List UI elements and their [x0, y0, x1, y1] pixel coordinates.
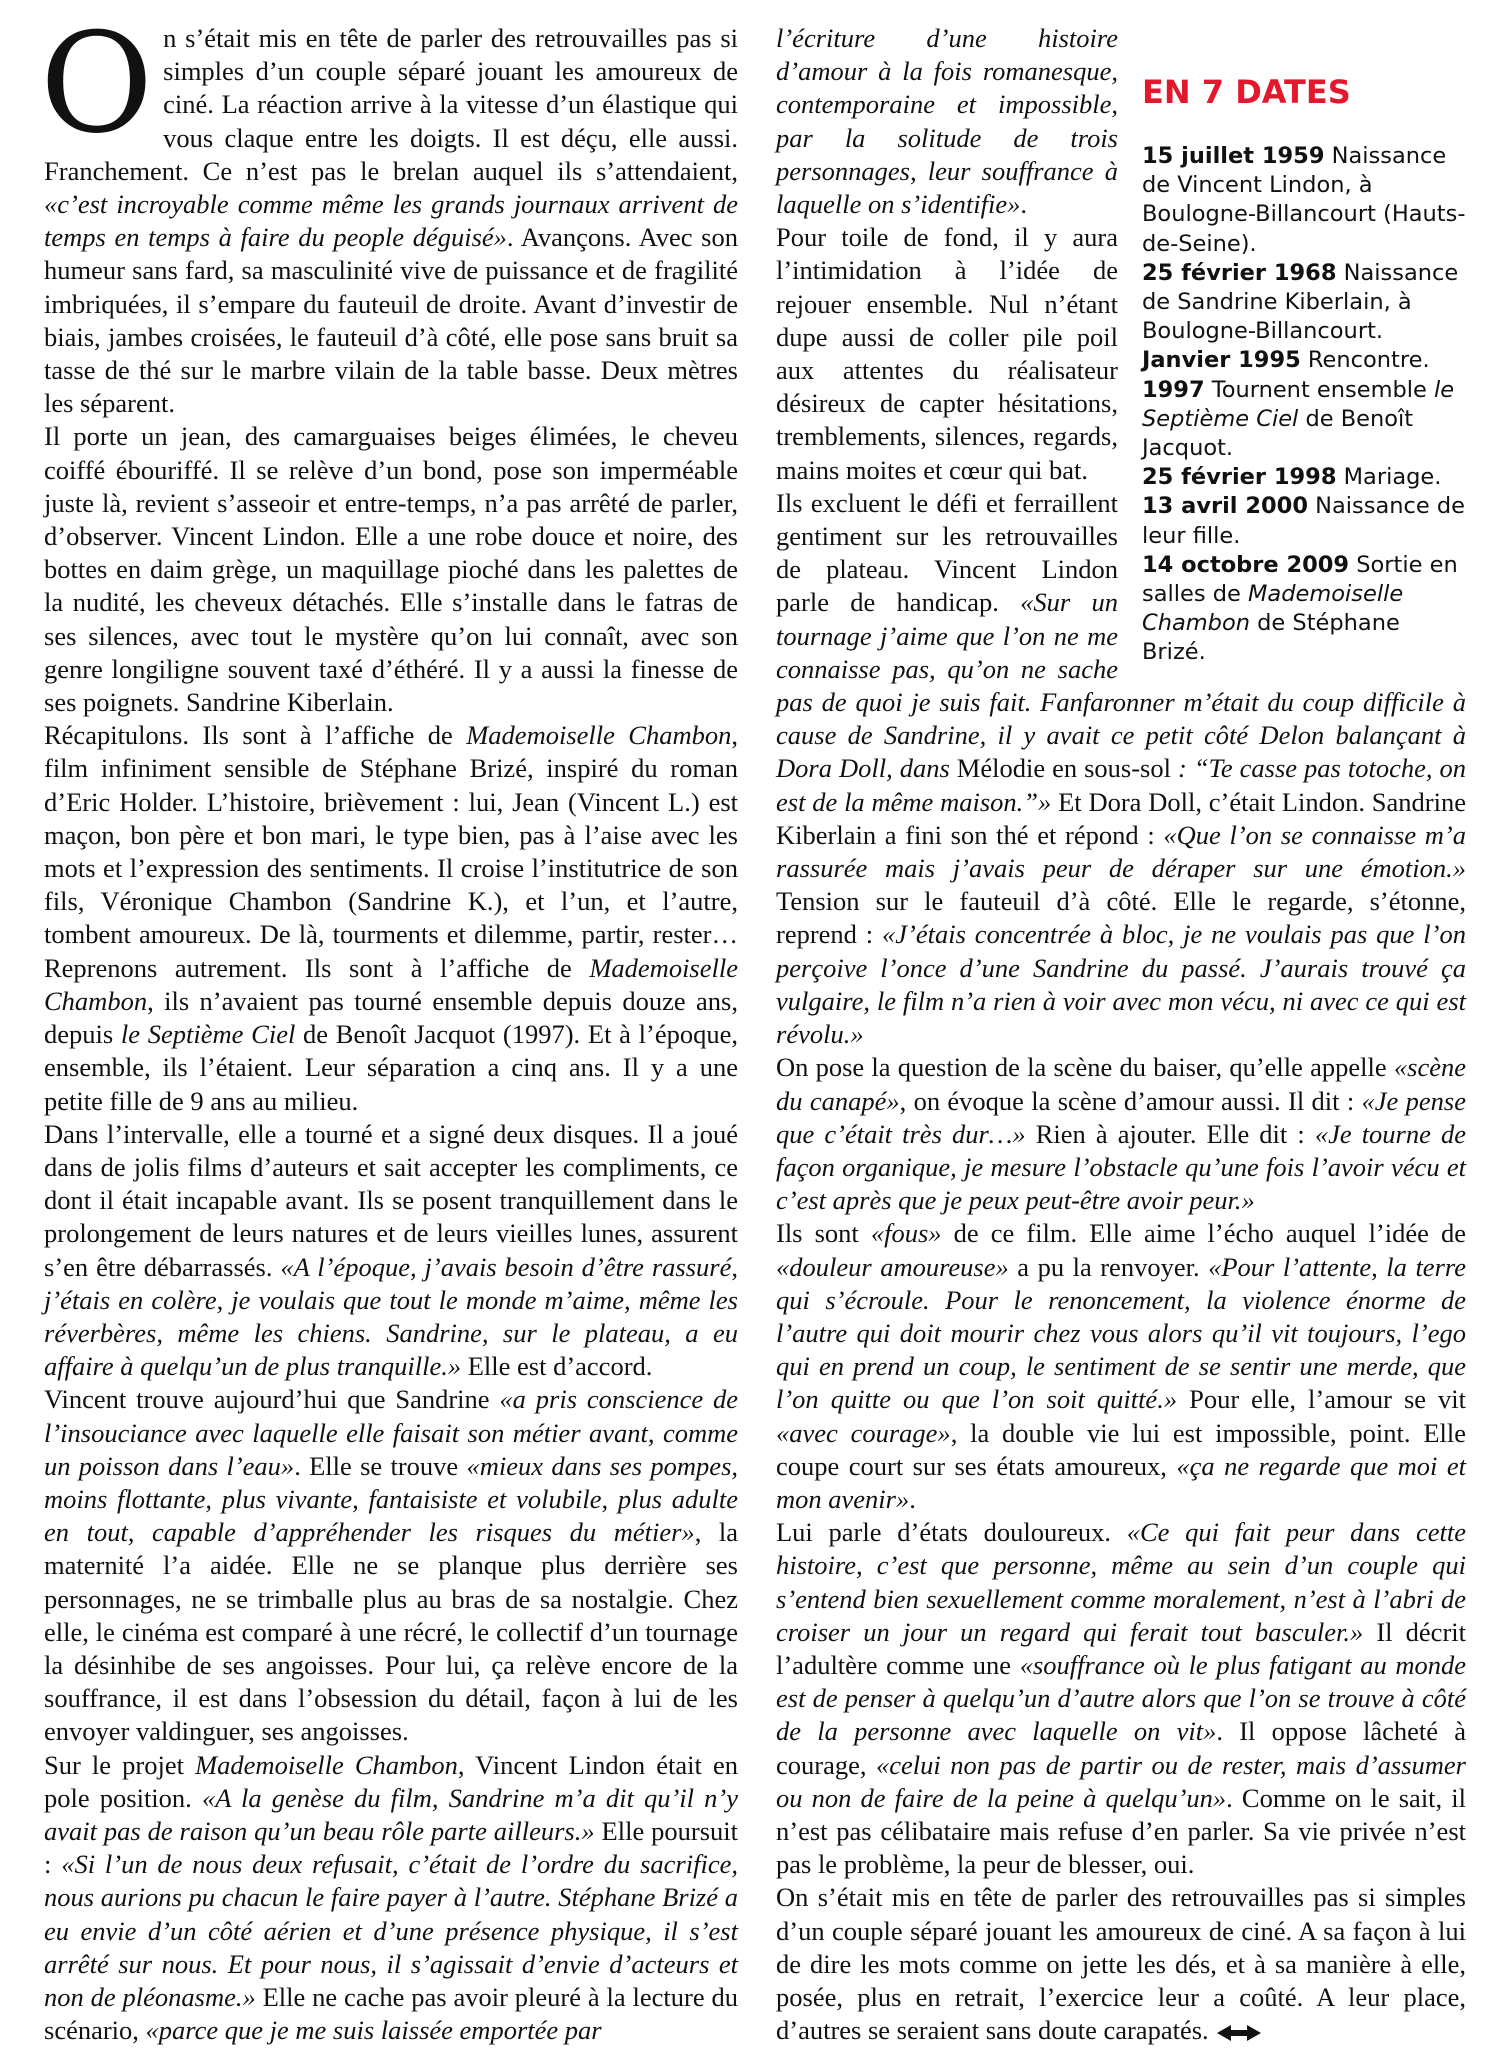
- timeline-entry: [1142, 551, 1466, 668]
- text-run: On s’était mis en tête de parler des retrouvailles pas si simples d’un couple séparé jouant les amoureux de ciné. A sa façon à lui de dire les mots comme on jette les dés, et à sa manière à elle, posée, plus en retrait, l’exercice leur a coûté. A leur place, d’autres se seraient sans doute carapatés.: [776, 1882, 1466, 2046]
- text-run: Ils sont: [776, 1218, 871, 1249]
- date-label: 25 février 1968: [1142, 259, 1337, 286]
- italic-run: «mieux dans ses pompes, moins flottante, plus vivante, fantaisiste et volubile, plus adulte en tout, capable d’appréhender les risques du métier»: [44, 1450, 739, 1548]
- text-run: . Il oppose lâcheté à courage,: [776, 1716, 1466, 1780]
- text-run: Dans l’intervalle, elle a tourné et a signé deux disques. Il a joué dans de jolis films d’auteurs et sait accepter les compliments, ce dont il était incapable avant. Ils se posent tranquillement dans le prolongement de leurs natures et de leurs vieilles lunes, assurent s’en être débarrassés.: [44, 1118, 738, 1282]
- italic-run: «Ce qui fait peur dans cette histoire, c’est que personne, même au sein d’un couple qui s’entend bien sexuellement comme moralement, n’est à l’abri de croiser un jour un regard qui ferait tout basculer.»: [776, 1517, 1466, 1647]
- text-run: Elle est d’accord.: [461, 1351, 653, 1382]
- paragraph: [776, 1051, 1466, 1217]
- timeline-entry: [1142, 492, 1466, 550]
- article-column-right: [776, 22, 1466, 2047]
- article-column-left: [40, 3, 739, 2047]
- text-run: de Benoît Jacquot (1997). Et à l’époque, ensemble, ils l’étaient. Leur séparation a cinq ans. Il y a une petite fille de 9 ans au milieu.: [44, 1019, 739, 1116]
- text-run: , Vincent Lindon était en pole position.: [44, 1749, 738, 1813]
- paragraph: [44, 420, 738, 719]
- text-run: Naissance de leur fille.: [1142, 493, 1465, 549]
- text-run: Naissance de Sandrine Kiberlain, à Boulogne-Billancourt.: [1142, 259, 1459, 345]
- text-run: Tension sur le fauteuil d’à côté. Elle le regarde, s’étonne, reprend :: [776, 886, 1466, 950]
- italic-run: «Si l’un de nous deux refusait, c’était de l’ordre du sacrifice, nous aurions pu chacun le faire payer à l’autre. Stéphane Brizé a eu envie d’un côté aérien et d’une présence physique, il s’est arrêté sur nous. Et pour nous, il s’agissait d’envie d’acteurs et non de pléonasme.»: [44, 1849, 738, 2012]
- italic-run: «A la genèse du film, Sandrine m’a dit qu’il n’y avait pas de raison qu’un beau rôle parte ailleurs.»: [44, 1782, 738, 1846]
- italic-run: «a pris conscience de l’insouciance avec laquelle elle faisait son métier avant, comme un poisson dans l’eau»: [44, 1384, 738, 1481]
- paragraph: [44, 719, 738, 1117]
- italic-run: «ça ne regarde que moi et mon avenir»: [776, 1450, 1466, 1514]
- paragraph: [776, 1881, 1466, 2047]
- paragraph: [776, 1516, 1466, 1881]
- text-run: . Avançons. Avec son humeur sans fard, sa masculinité vive de puissance et de fragilité imbriquées, il s’empare du fauteuil de droite. Avant d’investir de biais, jambes croisées, le fauteuil d’à côté, elle pose sans bruit sa tasse de thé sur le marbre vilain de la table basse. Deux mètres les séparent.: [44, 222, 738, 419]
- italic-run: «celui non pas de partir ou de rester, mais d’assumer ou non de faire de la peine à quelqu’un»: [776, 1749, 1466, 1813]
- paragraph: [44, 1749, 738, 2048]
- italic-run: «avec courage»: [776, 1417, 951, 1448]
- timeline-entry: [1142, 259, 1466, 347]
- text-run: , film infiniment sensible de Stéphane Brizé, inspiré du roman d’Eric Holder. L’histoire, brièvement : lui, Jean (Vincent L.) est maçon, bon père et bon mari, le type bien, pas à l’aise avec les mots et l’expression des sentiments. Il croise l’institutrice de son fils, Véronique Chambon (Sandrine K.), et l’un, et l’autre, tombent amoureux. De là, tourments et dilemme, partir, rester… Reprenons autrement. Ils sont à l’affiche de: [44, 720, 738, 983]
- text-run: , ils n’avaient pas tourné ensemble depuis douze ans, depuis: [44, 985, 738, 1050]
- text-run: Récapitulons. Ils sont à l’affiche de: [44, 720, 467, 751]
- italic-run: : “Te casse pas totoche, on est de la même maison.”»: [776, 753, 1466, 817]
- paragraph: [776, 1217, 1466, 1516]
- text-run: Ils excluent le défi et ferraillent gentiment sur les retrouvailles de plateau. Vincent Lindon parle de handicap.: [776, 487, 1118, 618]
- text-run: Il décrit l’adultère comme une: [776, 1616, 1466, 1680]
- text-run: a pu la renvoyer.: [1008, 1251, 1209, 1282]
- text-run: Vincent trouve aujourd’hui que Sandrine: [44, 1384, 500, 1415]
- italic-run: «fous»: [870, 1218, 942, 1249]
- dates-sidebar: [1142, 74, 1466, 668]
- text-run: de Benoît Jacquot.: [1142, 405, 1414, 462]
- date-label: 15 juillet 1959: [1142, 143, 1325, 169]
- timeline-entry: [1142, 142, 1466, 259]
- italic-run: «Sur un tournage j’aime que l’on ne me connaisse pas, qu’on ne sache pas de quoi je suis fait. Fanfaronner m’était du coup difficile à cause de Sandrine, il y avait ce petit côté Delon balançant à Dora Doll, dans: [776, 587, 1466, 784]
- text-run: Mélodie en sous-sol: [949, 753, 1171, 784]
- italic-run: «scène du canapé»: [776, 1052, 1466, 1116]
- text-run: . Elle se trouve: [294, 1450, 467, 1481]
- text-run: Pour toile de fond, il y aura l’intimidation à l’idée de rejouer ensemble. Nul n’étant dupe aussi de coller pile poil aux attentes du réalisateur désireux de capter hésitations, tremblements, silences, regards, mains moites et cœur qui bat.: [776, 222, 1118, 485]
- double-arrow-end-icon: [1217, 2024, 1261, 2042]
- text-run: Pour elle, l’amour se vit: [1177, 1384, 1467, 1415]
- text-run: Rien à ajouter. Elle dit :: [1025, 1118, 1315, 1149]
- italic-run: «Je tourne de façon organique, je mesure l’obstacle qu’une fois l’avoir vécu et c’est après que je peux peut-être avoir peur.»: [776, 1118, 1466, 1216]
- text-run: de Stéphane Brizé.: [1142, 610, 1400, 666]
- text-run: n s’était mis en tête de parler des retrouvailles pas si simples d’un couple séparé jouant les amoureux de ciné. La réaction arrive à la vitesse d’un élastique qui vous claque entre les doigts. Il est déçu, elle aussi. Franchement. Ce n’est pas le brelan auquel ils s’attendaient,: [44, 23, 738, 186]
- text-run: , on évoque la scène d’amour aussi. Il dit :: [899, 1085, 1362, 1116]
- paragraph: [44, 1118, 738, 1384]
- text-run: de ce film. Elle aime l’écho auquel l’idée de: [941, 1218, 1466, 1249]
- italic-run: Mademoiselle Chambon: [466, 720, 732, 751]
- date-label: 13 avril 2000: [1142, 493, 1308, 520]
- text-run: Elle ne cache pas avoir pleuré à la lecture du scénario,: [44, 1981, 738, 2046]
- italic-run: le Septième Ciel: [1142, 376, 1455, 432]
- italic-run: «A l’époque, j’avais besoin d’être rassuré, j’étais en colère, je voulais que tout le monde m’aime, même les réverbères, même les chiens. Sandrine, sur le plateau, a eu affaire à quelqu’un de plus tranquille.»: [44, 1251, 738, 1382]
- timeline-entry: [1142, 346, 1466, 375]
- text-run: .: [1020, 189, 1027, 220]
- italic-run: le Septième Ciel: [120, 1019, 296, 1050]
- italic-run: «Que l’on se connaisse m’a rassurée mais j’avais peur de déraper sur une émotion.»: [776, 819, 1466, 884]
- italic-run: «parce que je me suis laissée emportée par: [145, 2015, 602, 2046]
- italic-run: «Je pense que c’était très dur…»: [776, 1085, 1466, 1149]
- italic-run: Mademoiselle Chambon: [195, 1749, 458, 1780]
- date-label: 14 octobre 2009: [1142, 551, 1350, 578]
- text-run: .: [909, 1483, 916, 1514]
- drop-cap: O: [40, 3, 154, 164]
- italic-run: «douleur amoureuse»: [776, 1251, 1009, 1282]
- timeline-entry: [1142, 376, 1466, 464]
- date-label: 1997: [1142, 376, 1205, 403]
- paragraph: [44, 1383, 738, 1748]
- text-run: Et Dora Doll, c’était Lindon. Sandrine Kiberlain a fini son thé et répond :: [776, 786, 1466, 850]
- italic-run: Mademoiselle Chambon: [44, 952, 738, 1016]
- italic-run: «Pour l’attente, la terre qui s’écroule. Pour le renoncement, la violence énorme de l’autre qui doit mourir chez vous alors qu’il vit toujours, l’ego qui en prend un coup, le sentiment de se sentir une merde, que l’on quitte ou que l’on soit quitté.»: [776, 1251, 1466, 1415]
- text-run: . Comme on le sait, il n’est pas célibataire mais refuse d’en parler. Sa vie privée n’est pas le problème, la peur de blesser, oui.: [776, 1782, 1467, 1880]
- text-run: Naissance de Vincent Lindon, à Boulogne-Billancourt (Hauts-de-Seine).: [1142, 143, 1466, 257]
- text-run: Sur le projet: [44, 1749, 196, 1780]
- date-label: 25 février 1998: [1142, 464, 1337, 491]
- date-label: Janvier 1995: [1142, 347, 1301, 374]
- sidebar-title: EN 7 DATES: [1142, 73, 1351, 111]
- text-run: Tournent ensemble: [1204, 376, 1435, 403]
- italic-run: «souffrance où le plus fatigant au monde est de penser à quelqu’un d’autre alors que l’on se trouve à côté de la personne avec laquelle on vit»: [776, 1649, 1466, 1747]
- text-run: , la double vie lui est impossible, point. Elle coupe court sur ses états amoureux,: [776, 1417, 1467, 1481]
- text-run: Mariage.: [1336, 464, 1442, 491]
- italic-run: «c’est incroyable comme même les grands journaux arrivent de temps en temps à faire du people déguisé»: [44, 189, 738, 253]
- text-run: Rencontre.: [1300, 347, 1430, 374]
- italic-run: «J’étais concentrée à bloc, je ne voulais pas que l’on perçoive l’once d’une Sandrine du passé. J’aurais trouvé ça vulgaire, le film n’a rien à voir avec mon vécu, ni avec ce qui est révolu.»: [776, 919, 1466, 1050]
- text-run: Sortie en salles de: [1142, 551, 1458, 608]
- text-run: , la maternité l’a aidée. Elle ne se planque plus derrière ses personnages, ne se trimballe plus au bras de sa nostalgie. Chez elle, le cinéma est comparé à une récré, le collectif d’un tournage la désinhibe de ses angoisses. Pour lui, ça relève encore de la souffrance, il est dans l’obsession du détail, façon à lui de les envoyer valdinguer, ses angoisses.: [44, 1517, 739, 1747]
- timeline-entry: [1142, 463, 1466, 492]
- text-run: Elle poursuit :: [44, 1815, 738, 1880]
- italic-run: l’écriture d’une histoire d’amour à la fois romanesque, contemporaine et impossible, par la solitude de trois personnages, leur souffrance à laquelle on s’identifie»: [776, 23, 1118, 220]
- text-run: Il porte un jean, des camarguaises beiges élimées, le cheveu coiffé ébouriffé. Il se relève d’un bond, pose son imperméable juste là, revient s’asseoir et entre-temps, n’a pas arrêté de parler, d’observer. Vincent Lindon. Elle a une robe douce et noire, des bottes en daim grège, un maquillage pioché dans les palettes de la nudité, les cheveux détachés. Elle s’installe dans le fatras de ses silences, avec tout le mystère qu’on lui connaît, avec son genre longiligne souvent taxé d’éthéré. Il y a aussi la finesse de ses poignets. Sandrine Kiberlain.: [44, 421, 738, 718]
- text-run: Lui parle d’états douloureux.: [776, 1517, 1127, 1548]
- text-run: On pose la question de la scène du baiser, qu’elle appelle: [776, 1052, 1394, 1083]
- italic-run: Mademoiselle Chambon: [1142, 581, 1404, 637]
